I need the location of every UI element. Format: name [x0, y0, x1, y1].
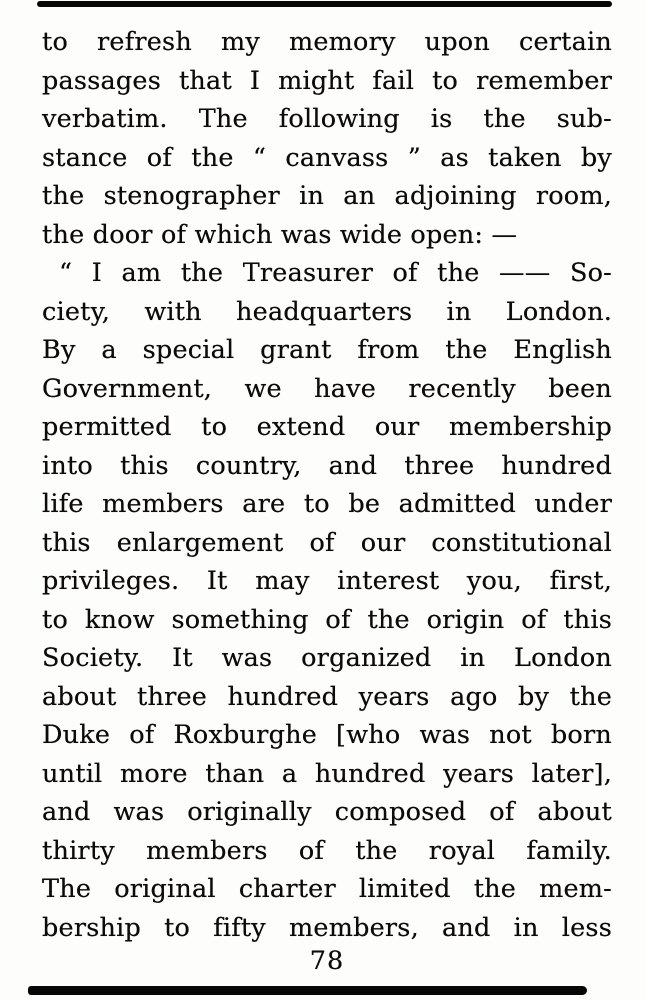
page-text-line: stance of the “ canvass ” as taken by	[42, 142, 612, 173]
page-text-line: Government, we have recently been	[42, 373, 612, 404]
page-text-line: The original charter limited the mem-	[42, 874, 612, 904]
scan-artifact-bottom-bar	[28, 986, 587, 995]
page-text-line: bership to fifty members, and in less	[42, 912, 612, 943]
page-text-line: Duke of Roxburghe [who was not born	[42, 720, 612, 750]
page-text-line: the door of which was wide open: —	[42, 219, 518, 250]
page-text-line: this enlargement of our constitutional	[42, 527, 612, 558]
page-text-line: thirty members of the royal family.	[42, 835, 612, 866]
page-text-line: Society. It was organized in London	[42, 643, 612, 673]
page-text-line: privileges. It may interest you, first,	[42, 566, 612, 596]
page-text-line: the stenographer in an adjoining room,	[42, 181, 612, 211]
body-text	[42, 23, 612, 947]
page-text-line: “ I am the Treasurer of the —— So-	[59, 258, 612, 288]
page-number: 78	[309, 946, 345, 976]
page-text-line: passages that I might fail to remember	[42, 65, 612, 96]
scan-artifact-top-bar	[37, 1, 612, 7]
page-text-line: life members are to be admitted under	[42, 489, 612, 519]
page-text-line: ciety, with headquarters in London.	[42, 296, 612, 327]
page-text-line: to refresh my memory upon certain	[42, 27, 612, 57]
page-text-line: into this country, and three hundred	[42, 450, 612, 481]
page-text-line: verbatim. The following is the sub-	[42, 104, 612, 134]
page-text-line: and was originally composed of about	[42, 797, 612, 827]
page-text-line: to know something of the origin of this	[42, 604, 612, 635]
page-text-line: permitted to extend our membership	[42, 412, 612, 442]
page-text-line: about three hundred years ago by the	[42, 681, 612, 712]
page-text-line: until more than a hundred years later],	[42, 758, 612, 789]
page-text-line: By a special grant from the English	[42, 335, 612, 365]
